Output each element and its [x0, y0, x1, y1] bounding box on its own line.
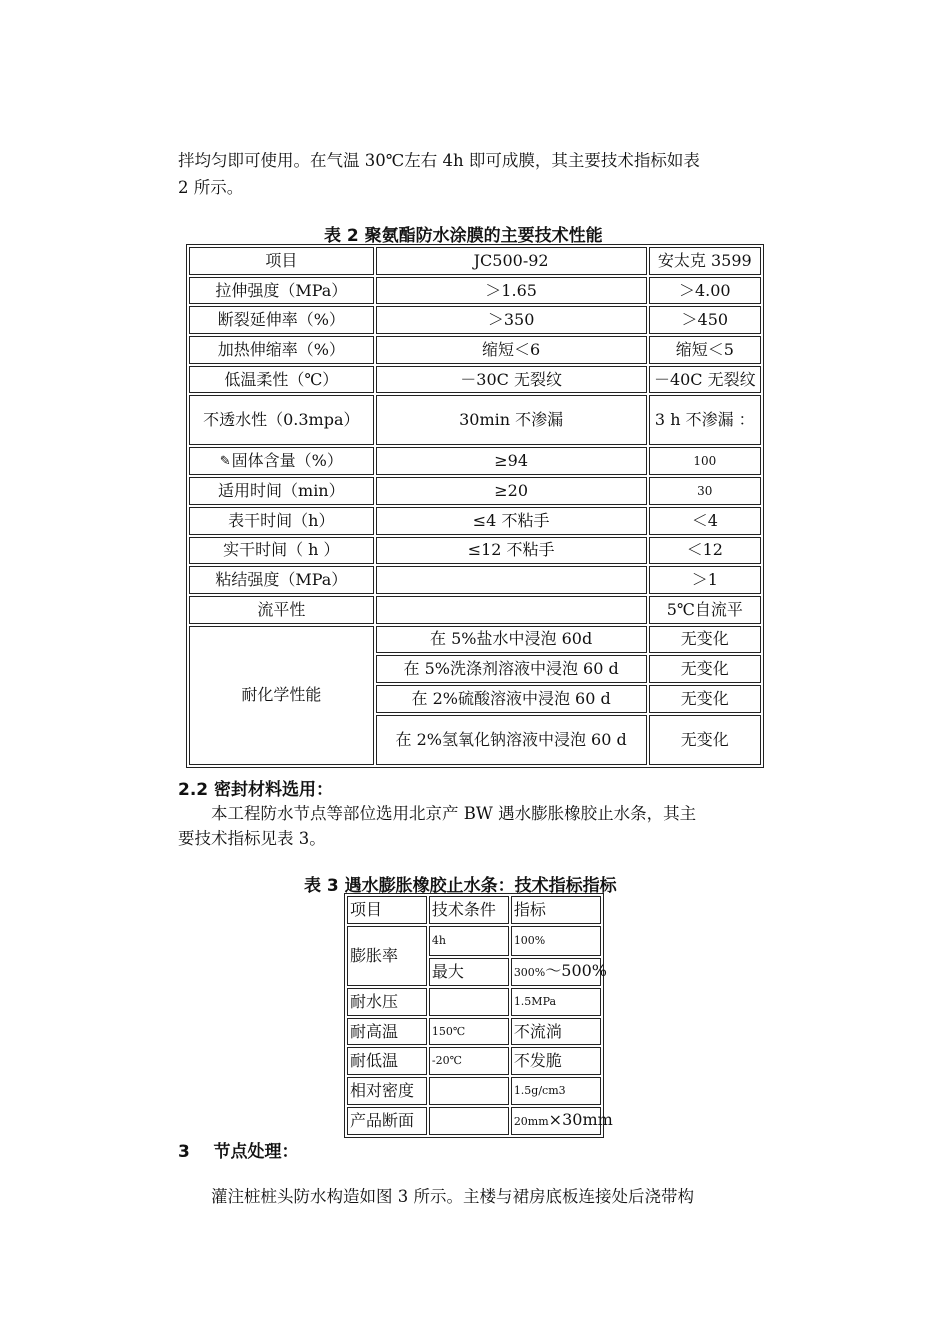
table3-cell	[429, 988, 509, 1016]
table2-cell: －30C 无裂纹	[376, 366, 647, 394]
table-row	[189, 626, 761, 654]
table2-cell: 3 h 不渗漏 ：	[649, 395, 761, 445]
table2-cell: ＜4	[649, 507, 761, 535]
table2-cell: 无变化	[649, 655, 761, 683]
table3-cell: 1.5MPa	[511, 988, 601, 1016]
table-row	[189, 507, 761, 535]
table3-caption: 表 3 遇水膨胀橡胶止水条：技术指标指标	[304, 876, 617, 896]
table2-cell: 在 5%洗涤剂溶液中浸泡 60 d	[376, 655, 647, 683]
table2-cell: ≥94	[376, 447, 647, 475]
table3-value-large: ～500%	[545, 961, 608, 981]
table3-cell: 不发脆	[511, 1047, 601, 1075]
table3-cell: 1.5g/cm3	[511, 1077, 601, 1105]
table3-cell: -20℃	[429, 1047, 509, 1075]
table2-cell: ＞4.00	[649, 277, 761, 305]
table2-cell: 在 5%盐水中浸泡 60d	[376, 626, 647, 654]
table2-cell: 30	[649, 477, 761, 505]
table2-chemical-label: 耐化学性能	[189, 626, 374, 765]
table2-cell: 在 2%硫酸溶液中浸泡 60 d	[376, 685, 647, 713]
table-row	[347, 1107, 601, 1135]
table-row	[347, 1047, 601, 1075]
intro-line-2: 2 所示。	[178, 178, 244, 197]
table2-header-cell: JC500-92	[376, 247, 647, 275]
table-row	[189, 537, 761, 565]
table-row	[189, 336, 761, 364]
table2-cell: 无变化	[649, 626, 761, 654]
table3-cell: 100%	[511, 926, 601, 957]
table2-cell: ≤4 不粘手	[376, 507, 647, 535]
table2-cell-text: 固体含量（%）	[231, 451, 343, 471]
table3-cell: 相对密度	[347, 1077, 427, 1105]
table3-cell: 不流淌	[511, 1018, 601, 1046]
table3-cell	[511, 958, 608, 986]
table2-cell: 粘结强度（MPa）	[189, 566, 374, 594]
table2-cell: 缩短＜6	[376, 336, 647, 364]
table2-cell	[189, 447, 374, 475]
table3	[344, 893, 613, 1138]
table-row	[189, 596, 761, 624]
table3-header-cell: 项目	[347, 896, 427, 924]
table2-cell: ≤12 不粘手	[376, 537, 647, 565]
table2-cell: 30min 不渗漏	[376, 395, 647, 445]
table3-cell: 产品断面	[347, 1107, 427, 1135]
table3-cell: 耐水压	[347, 988, 427, 1016]
table3-header-row	[347, 896, 601, 924]
table3-cell	[429, 1077, 509, 1105]
table3-value-small: 300%	[513, 966, 546, 980]
table2-cell: ＞450	[649, 306, 761, 334]
table2-cell: ＞350	[376, 306, 647, 334]
table2-header-row	[189, 247, 761, 275]
section-3-para: 灌注桩桩头防水构造如图 3 所示。主楼与裙房底板连接处后浇带构	[211, 1187, 694, 1206]
table2-header-cell: 项目	[189, 247, 374, 275]
section-2-2-para-line-2: 要技术指标见表 3。	[178, 829, 326, 848]
table2-cell	[376, 596, 647, 624]
table2-cell: 无变化	[649, 685, 761, 713]
table2-cell: －40C 无裂纹	[649, 366, 761, 394]
table3-value-small: 20mm	[513, 1114, 549, 1128]
table-row	[347, 1077, 601, 1105]
table-row	[189, 395, 761, 445]
table2-cell: 5℃自流平	[649, 596, 761, 624]
table2-cell: 低温柔性（℃）	[189, 366, 374, 394]
section-2-2-para-line-1: 本工程防水节点等部位选用北京产 BW 遇水膨胀橡胶止水条，其主	[211, 804, 697, 823]
table3-cell: 耐低温	[347, 1047, 427, 1075]
handwritten-mark-icon: ✎	[219, 453, 231, 469]
table-row	[189, 366, 761, 394]
table-row	[189, 277, 761, 305]
section-2-2-heading: 2.2 密封材料选用：	[178, 780, 334, 800]
table2-cell: 缩短＜5	[649, 336, 761, 364]
table2-cell: 100	[649, 447, 761, 475]
table3-cell: 最大	[429, 958, 509, 986]
table2-caption: 表 2 聚氨酯防水涂膜的主要技术性能	[324, 226, 603, 246]
table2-header-cell: 安太克 3599	[649, 247, 761, 275]
table2-cell: 无变化	[649, 715, 761, 765]
table2-cell: 加热伸缩率（%）	[189, 336, 374, 364]
table2-cell: 不透水性（0.3mpa）	[189, 395, 374, 445]
table-row	[189, 447, 761, 475]
intro-line-1: 拌均匀即可使用。在气温 30℃左右 4h 即可成膜，其主要技术指标如表	[178, 151, 700, 170]
table2-cell: 在 2%氢氧化钠溶液中浸泡 60 d	[376, 715, 647, 765]
table2-cell: 流平性	[189, 596, 374, 624]
table-row	[189, 306, 761, 334]
table-row	[347, 926, 601, 957]
table2-cell	[376, 566, 647, 594]
table3-header-cell: 指标	[511, 896, 601, 924]
table3-cell	[429, 1107, 509, 1135]
table3-expansion-label: 膨胀率	[347, 926, 427, 986]
table2-cell: 断裂延伸率（%）	[189, 306, 374, 334]
table-row	[347, 988, 601, 1016]
table2-cell: ＞1.65	[376, 277, 647, 305]
table-row	[189, 477, 761, 505]
table3-cell	[511, 1107, 613, 1135]
table3-header-cell: 技术条件	[429, 896, 509, 924]
table2-cell: ＞1	[649, 566, 761, 594]
table2-cell: 实干时间（ h ）	[189, 537, 374, 565]
table-row	[347, 1018, 601, 1046]
table2-cell: 适用时间（min）	[189, 477, 374, 505]
table3-cell: 4h	[429, 926, 509, 957]
table3-cell: 150℃	[429, 1018, 509, 1046]
table2	[186, 244, 764, 768]
section-3-heading: 3 节点处理：	[178, 1142, 299, 1162]
table2-cell: 拉伸强度（MPa）	[189, 277, 374, 305]
table2-cell: ＜12	[649, 537, 761, 565]
table2-cell: 表干时间（h）	[189, 507, 374, 535]
table3-value-large: ×30mm	[548, 1109, 613, 1129]
table3-cell: 耐高温	[347, 1018, 427, 1046]
table-row	[189, 566, 761, 594]
table2-cell: ≥20	[376, 477, 647, 505]
